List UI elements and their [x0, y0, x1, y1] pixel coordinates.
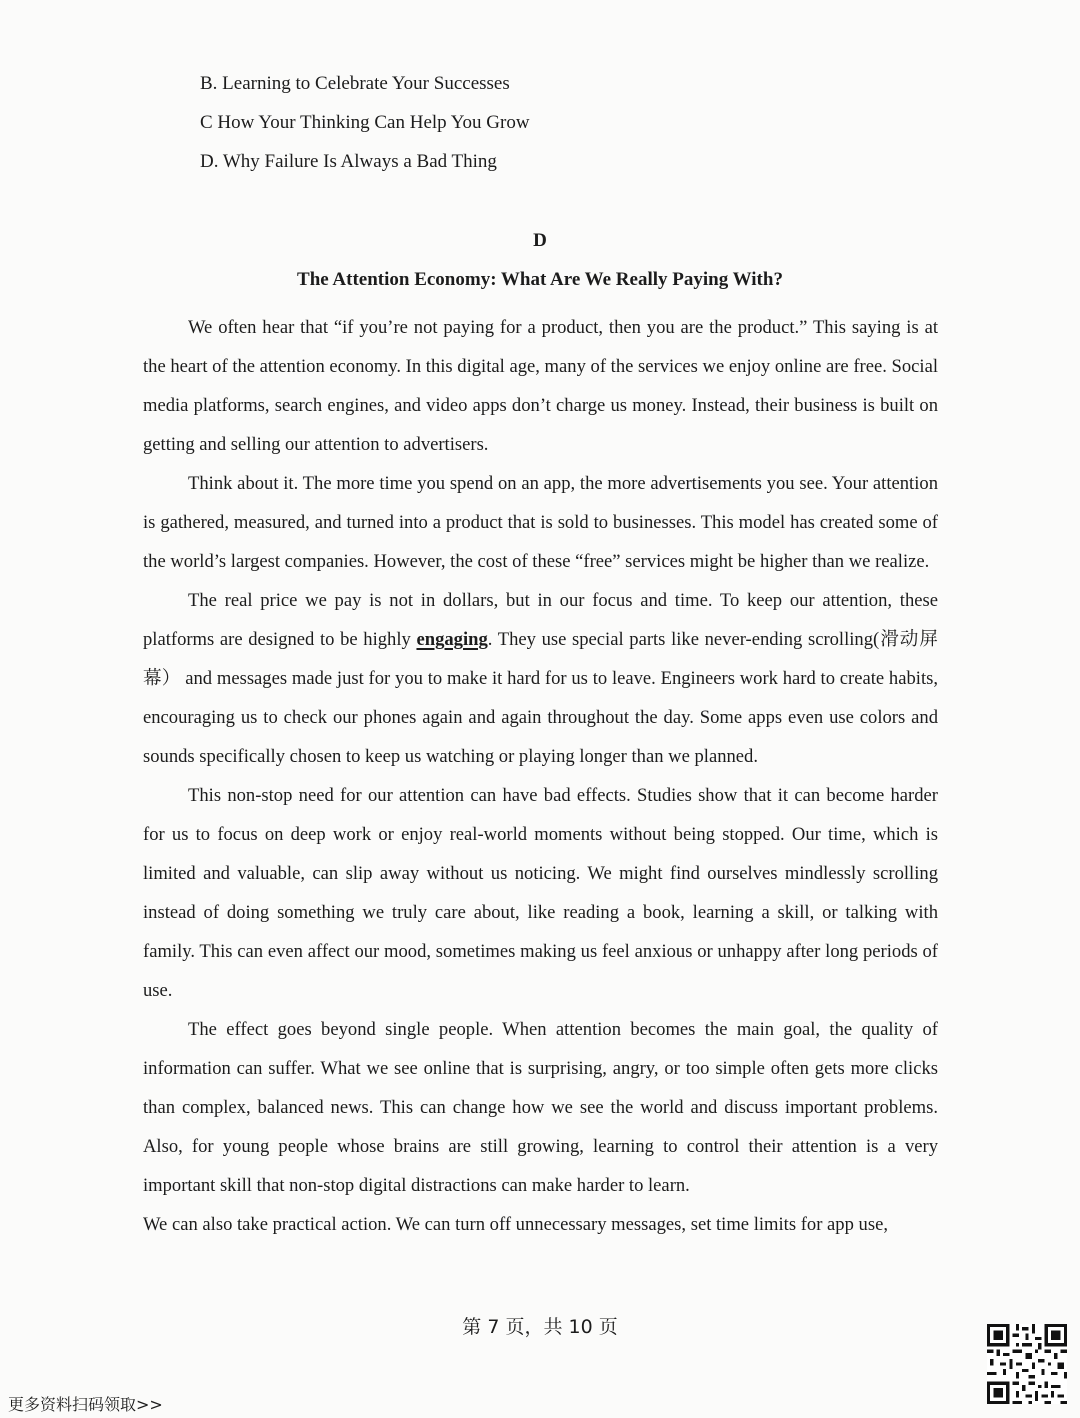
option-c: C How Your Thinking Can Help You Grow [200, 112, 530, 133]
section-letter: D [533, 230, 547, 251]
paragraph-2: Think about it. The more time you spend on an app, the more advertisements you see. Your attention is gathered, measured, and turned into a product that is sold to businesses. This model has created some of the world’s largest companies. However, the cost of these “free” services might be higher than we realize. [143, 473, 938, 572]
paragraph-1: We often hear that “if you’re not paying for a product, then you are the product.” This saying is at the heart of the attention economy. In this digital age, many of the services we enjoy online are free. Social media platforms, search engines, and video apps don’t charge us money. Instead, their business is built on getting and selling our attention to advertisers. [143, 317, 938, 455]
answer-options [200, 70, 530, 187]
paragraph-4: This non-stop need for our attention can have bad effects. Studies show that it can become harder for us to focus on deep work or enjoy real-world moments without being stopped. Our time, which is limited and valuable, can slip away without us noticing. We might find ourselves mindlessly scrolling instead of doing something we truly care about, like reading a book, learning a skill, or talking with family. This can even affect our mood, sometimes making us feel anxious or unhappy after long periods of use. [143, 785, 938, 1001]
article-title: The Attention Economy: What Are We Really Paying With? [297, 269, 783, 290]
paragraph-3-end: . They use special parts like never-ending scrolling(滑动屏幕） and messages made just for you to make it hard for us to leave. Engineers work hard to create habits, encouraging us to check our phones again and again throughout the day. Some apps even use colors and sounds specifically chosen to keep us watching or playing longer than we planned. [143, 629, 938, 767]
more-resources-link[interactable]: 更多资料扫码领取>> [8, 1395, 163, 1414]
qr-code-icon[interactable] [987, 1324, 1067, 1404]
option-d: D. Why Failure Is Always a Bad Thing [200, 151, 497, 172]
paragraph-6: We can also take practical action. We can turn off unnecessary messages, set time limits for app use, [143, 1214, 888, 1235]
page-number: 第 7 页，共 10 页 [462, 1316, 618, 1338]
paragraph-5: The effect goes beyond single people. When attention becomes the main goal, the quality of information can suffer. What we see online that is surprising, angry, or too simple often gets more clicks than complex, balanced news. This can change how we see the world and discuss important problems. Also, for young people whose brains are still growing, learning to control their attention is a very important skill that non-stop digital distractions can make harder to learn. [143, 1019, 938, 1196]
underlined-word-engaging: engaging [416, 629, 488, 650]
paragraph-3 [143, 581, 938, 776]
paragraph-3-start: The real price we pay is not in dollars, but in our focus and time. To keep our attention, these platforms are designed to be highly [143, 590, 938, 650]
option-b: B. Learning to Celebrate Your Successes [200, 73, 510, 94]
article-body [143, 308, 938, 1244]
